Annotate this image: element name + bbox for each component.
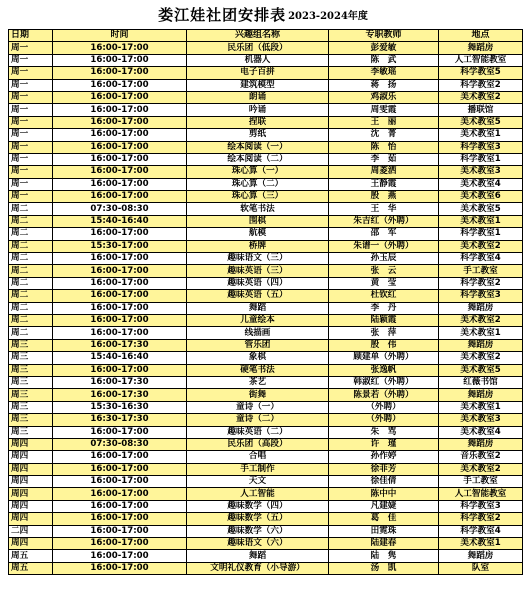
cell-club: 人工智能 bbox=[187, 488, 329, 500]
cell-day: 周五 bbox=[9, 562, 53, 574]
cell-teacher: 王 华 bbox=[329, 203, 439, 215]
cell-time: 16:00-17:00 bbox=[53, 488, 187, 500]
cell-day: 周四 bbox=[9, 463, 53, 475]
title-year: 2023-2024年度 bbox=[288, 10, 368, 22]
cell-club: 航模 bbox=[187, 228, 329, 240]
cell-place: 科学教室2 bbox=[439, 277, 523, 289]
table-row bbox=[9, 476, 523, 488]
cell-place: 舞蹈房 bbox=[439, 438, 523, 450]
cell-time: 07:30-08:30 bbox=[53, 203, 187, 215]
cell-place: 红薇书馆 bbox=[439, 376, 523, 388]
cell-place: 科学教室3 bbox=[439, 141, 523, 153]
cell-time: 16:00-17:30 bbox=[53, 339, 187, 351]
cell-teacher: 顾建单（外聘） bbox=[329, 352, 439, 364]
cell-day: 周二 bbox=[9, 215, 53, 227]
cell-time: 16:00-17:30 bbox=[53, 389, 187, 401]
cell-club: 管乐团 bbox=[187, 339, 329, 351]
cell-day: 周四 bbox=[9, 488, 53, 500]
header-club: 兴趣组名称 bbox=[187, 30, 329, 42]
cell-place: 美术教室5 bbox=[439, 364, 523, 376]
cell-place: 手工教室 bbox=[439, 476, 523, 488]
table-row bbox=[9, 42, 523, 54]
cell-time: 15:30-17:00 bbox=[53, 240, 187, 252]
cell-time: 16:00-17:00 bbox=[53, 54, 187, 66]
cell-time: 16:00-17:00 bbox=[53, 191, 187, 203]
cell-time: 16:00-17:00 bbox=[53, 463, 187, 475]
cell-teacher: 蒋 扬 bbox=[329, 79, 439, 91]
table-row bbox=[9, 191, 523, 203]
sheet-title bbox=[0, 0, 526, 28]
cell-teacher: 田霓珠 bbox=[329, 525, 439, 537]
table-row bbox=[9, 153, 523, 165]
cell-time: 16:00-17:00 bbox=[53, 476, 187, 488]
cell-day: 周二 bbox=[9, 203, 53, 215]
cell-time: 16:00-17:00 bbox=[53, 525, 187, 537]
cell-day: 周一 bbox=[9, 67, 53, 79]
cell-club: 儿童绘本 bbox=[187, 314, 329, 326]
cell-club: 围棋 bbox=[187, 215, 329, 227]
cell-day: 周一 bbox=[9, 42, 53, 54]
cell-place: 美术教室5 bbox=[439, 203, 523, 215]
cell-teacher: 邵 军 bbox=[329, 228, 439, 240]
cell-time: 16:00-17:00 bbox=[53, 153, 187, 165]
cell-teacher: 许 瑾 bbox=[329, 438, 439, 450]
table-row bbox=[9, 426, 523, 438]
table-row bbox=[9, 265, 523, 277]
table-row bbox=[9, 438, 523, 450]
cell-place: 科学教室4 bbox=[439, 525, 523, 537]
cell-teacher: 王静霞 bbox=[329, 178, 439, 190]
cell-club: 趣味数学（四） bbox=[187, 500, 329, 512]
cell-club: 吟诵 bbox=[187, 104, 329, 116]
cell-teacher: 张逸帆 bbox=[329, 364, 439, 376]
cell-teacher: 殷 伟 bbox=[329, 339, 439, 351]
cell-time: 16:30-17:30 bbox=[53, 414, 187, 426]
cell-place: 美术教室3 bbox=[439, 414, 523, 426]
cell-place: 美术教室2 bbox=[439, 240, 523, 252]
cell-time: 16:00-17:00 bbox=[53, 79, 187, 91]
cell-day: 周一 bbox=[9, 191, 53, 203]
cell-teacher: 朱吉红（外聘） bbox=[329, 215, 439, 227]
cell-time: 15:30-16:30 bbox=[53, 401, 187, 413]
table-row bbox=[9, 228, 523, 240]
cell-time: 16:00-17:00 bbox=[53, 129, 187, 141]
cell-time: 16:00-17:00 bbox=[53, 265, 187, 277]
cell-time: 16:00-17:00 bbox=[53, 327, 187, 339]
table-row bbox=[9, 339, 523, 351]
cell-club: 民乐团（高段） bbox=[187, 438, 329, 450]
cell-place: 手工教室 bbox=[439, 265, 523, 277]
cell-place: 科学教室4 bbox=[439, 253, 523, 265]
cell-day: 周一 bbox=[9, 153, 53, 165]
cell-teacher: 李 丹 bbox=[329, 302, 439, 314]
table-row bbox=[9, 104, 523, 116]
cell-club: 手工制作 bbox=[187, 463, 329, 475]
cell-day: 周二 bbox=[9, 253, 53, 265]
cell-teacher: （外聘） bbox=[329, 401, 439, 413]
cell-day: 周三 bbox=[9, 339, 53, 351]
cell-time: 16:00-17:00 bbox=[53, 178, 187, 190]
cell-time: 16:00-17:00 bbox=[53, 104, 187, 116]
table-row bbox=[9, 525, 523, 537]
cell-club: 电子百拼 bbox=[187, 67, 329, 79]
cell-club: 朗诵 bbox=[187, 91, 329, 103]
cell-day: 周三 bbox=[9, 376, 53, 388]
cell-time: 16:00-17:00 bbox=[53, 290, 187, 302]
table-row bbox=[9, 166, 523, 178]
cell-time: 16:00-17:00 bbox=[53, 426, 187, 438]
cell-teacher: 陈 怡 bbox=[329, 141, 439, 153]
table-row bbox=[9, 401, 523, 413]
cell-teacher: 葛 佳 bbox=[329, 513, 439, 525]
cell-club: 舞蹈 bbox=[187, 550, 329, 562]
cell-place: 美术教室4 bbox=[439, 426, 523, 438]
cell-day: 周三 bbox=[9, 414, 53, 426]
cell-club: 剪纸 bbox=[187, 129, 329, 141]
table-row bbox=[9, 290, 523, 302]
cell-time: 16:00-17:00 bbox=[53, 451, 187, 463]
cell-day: 周一 bbox=[9, 79, 53, 91]
cell-club: 趣味英语（四） bbox=[187, 277, 329, 289]
cell-teacher: 鸡淑乐 bbox=[329, 91, 439, 103]
cell-place: 美术教室4 bbox=[439, 178, 523, 190]
header-row bbox=[9, 30, 523, 42]
header-place: 地点 bbox=[439, 30, 523, 42]
cell-club: 童诗（一） bbox=[187, 401, 329, 413]
cell-club: 趣味语文（三） bbox=[187, 253, 329, 265]
cell-day: 周三 bbox=[9, 364, 53, 376]
cell-time: 16:00-17:00 bbox=[53, 42, 187, 54]
header-teacher: 专职教师 bbox=[329, 30, 439, 42]
cell-time: 16:00-17:00 bbox=[53, 302, 187, 314]
table-row bbox=[9, 116, 523, 128]
cell-club: 绘本阅读（二） bbox=[187, 153, 329, 165]
table-row bbox=[9, 538, 523, 550]
cell-day: 周四 bbox=[9, 476, 53, 488]
table-row bbox=[9, 302, 523, 314]
table-row bbox=[9, 352, 523, 364]
cell-day: 周二 bbox=[9, 302, 53, 314]
cell-club: 舞蹈 bbox=[187, 302, 329, 314]
schedule-table bbox=[8, 29, 523, 575]
cell-teacher: 孙作婷 bbox=[329, 451, 439, 463]
table-row bbox=[9, 141, 523, 153]
cell-teacher: 杜钦红 bbox=[329, 290, 439, 302]
cell-time: 16:00-17:00 bbox=[53, 538, 187, 550]
cell-day: 周三 bbox=[9, 401, 53, 413]
cell-teacher: 沈 菁 bbox=[329, 129, 439, 141]
cell-day: 周五 bbox=[9, 550, 53, 562]
cell-place: 科学教室1 bbox=[439, 153, 523, 165]
table-row bbox=[9, 253, 523, 265]
cell-place: 美术教室2 bbox=[439, 463, 523, 475]
cell-club: 建筑模型 bbox=[187, 79, 329, 91]
cell-time: 16:00-17:00 bbox=[53, 314, 187, 326]
cell-teacher: 陆 隽 bbox=[329, 550, 439, 562]
cell-teacher: （外聘） bbox=[329, 414, 439, 426]
cell-day: 周一 bbox=[9, 54, 53, 66]
cell-teacher: 陆颖霞 bbox=[329, 314, 439, 326]
cell-place: 音乐教室2 bbox=[439, 451, 523, 463]
cell-place: 科学教室5 bbox=[439, 67, 523, 79]
cell-place: 美术教室2 bbox=[439, 314, 523, 326]
cell-place: 人工智能教室 bbox=[439, 54, 523, 66]
cell-place: 美术教室1 bbox=[439, 129, 523, 141]
cell-club: 软笔书法 bbox=[187, 203, 329, 215]
cell-place: 舞蹈房 bbox=[439, 339, 523, 351]
cell-day: 周四 bbox=[9, 513, 53, 525]
cell-club: 硬笔书法 bbox=[187, 364, 329, 376]
cell-teacher: 凡建婕 bbox=[329, 500, 439, 512]
table-row bbox=[9, 129, 523, 141]
cell-place: 美术教室1 bbox=[439, 215, 523, 227]
cell-day: 周二 bbox=[9, 327, 53, 339]
cell-place: 舞蹈房 bbox=[439, 550, 523, 562]
cell-place: 科学教室2 bbox=[439, 79, 523, 91]
cell-club: 趣味英语（二） bbox=[187, 426, 329, 438]
cell-day: 周一 bbox=[9, 116, 53, 128]
cell-place: 美术教室2 bbox=[439, 352, 523, 364]
cell-place: 美术教室6 bbox=[439, 191, 523, 203]
cell-day: 二四 bbox=[9, 525, 53, 537]
cell-time: 16:00-17:00 bbox=[53, 277, 187, 289]
cell-day: 周四 bbox=[9, 500, 53, 512]
table-row bbox=[9, 54, 523, 66]
cell-place: 舞蹈房 bbox=[439, 302, 523, 314]
cell-club: 绘本阅读（一） bbox=[187, 141, 329, 153]
cell-place: 队室 bbox=[439, 562, 523, 574]
cell-club: 趣味语文（六） bbox=[187, 538, 329, 550]
header-day: 日期 bbox=[9, 30, 53, 42]
cell-club: 街舞 bbox=[187, 389, 329, 401]
cell-time: 16:00-17:00 bbox=[53, 550, 187, 562]
cell-club: 机器人 bbox=[187, 54, 329, 66]
cell-club: 合唱 bbox=[187, 451, 329, 463]
cell-day: 周一 bbox=[9, 91, 53, 103]
cell-day: 周三 bbox=[9, 389, 53, 401]
cell-club: 线描画 bbox=[187, 327, 329, 339]
title-main: 娄江娃社团安排表 bbox=[158, 5, 287, 24]
cell-club: 趣味英语（五） bbox=[187, 290, 329, 302]
table-row bbox=[9, 376, 523, 388]
cell-club: 珠心算（二） bbox=[187, 178, 329, 190]
cell-club: 趣味英语（三） bbox=[187, 265, 329, 277]
cell-teacher: 徐菲芳 bbox=[329, 463, 439, 475]
cell-day: 周二 bbox=[9, 265, 53, 277]
cell-time: 16:00-17:00 bbox=[53, 364, 187, 376]
table-row bbox=[9, 389, 523, 401]
cell-club: 茶艺 bbox=[187, 376, 329, 388]
table-row bbox=[9, 562, 523, 574]
cell-teacher: 黄 莹 bbox=[329, 277, 439, 289]
table-row bbox=[9, 488, 523, 500]
cell-place: 舞蹈房 bbox=[439, 389, 523, 401]
cell-place: 科学教室2 bbox=[439, 513, 523, 525]
cell-day: 周二 bbox=[9, 228, 53, 240]
cell-time: 07:30-08:30 bbox=[53, 438, 187, 450]
cell-club: 捏联 bbox=[187, 116, 329, 128]
cell-club: 趣味数学（五） bbox=[187, 513, 329, 525]
cell-teacher: 孙玉辰 bbox=[329, 253, 439, 265]
cell-place: 舞蹈房 bbox=[439, 42, 523, 54]
cell-time: 16:00-17:00 bbox=[53, 228, 187, 240]
cell-day: 周一 bbox=[9, 104, 53, 116]
table-row bbox=[9, 414, 523, 426]
cell-time: 16:00-17:00 bbox=[53, 500, 187, 512]
cell-club: 趣味数学（六） bbox=[187, 525, 329, 537]
cell-teacher: 彭爱敏 bbox=[329, 42, 439, 54]
cell-teacher: 王 丽 bbox=[329, 116, 439, 128]
table-row bbox=[9, 240, 523, 252]
schedule-rows bbox=[9, 42, 523, 575]
table-row bbox=[9, 327, 523, 339]
cell-place: 美术教室1 bbox=[439, 327, 523, 339]
cell-day: 周二 bbox=[9, 290, 53, 302]
cell-day: 周二 bbox=[9, 240, 53, 252]
cell-teacher: 李 茹 bbox=[329, 153, 439, 165]
cell-teacher: 陆建春 bbox=[329, 538, 439, 550]
header-time: 时间 bbox=[53, 30, 187, 42]
cell-place: 科学教室3 bbox=[439, 290, 523, 302]
table-row bbox=[9, 203, 523, 215]
cell-teacher: 李敏瑶 bbox=[329, 67, 439, 79]
cell-club: 童诗（二） bbox=[187, 414, 329, 426]
cell-time: 15:40-16:40 bbox=[53, 352, 187, 364]
cell-place: 美术教室3 bbox=[439, 166, 523, 178]
cell-club: 象棋 bbox=[187, 352, 329, 364]
cell-time: 16:00-17:00 bbox=[53, 91, 187, 103]
cell-club: 珠心算（三） bbox=[187, 191, 329, 203]
cell-time: 16:00-17:00 bbox=[53, 116, 187, 128]
table-row bbox=[9, 215, 523, 227]
cell-club: 桥牌 bbox=[187, 240, 329, 252]
cell-time: 16:00-17:00 bbox=[53, 141, 187, 153]
cell-day: 周三 bbox=[9, 426, 53, 438]
cell-day: 周一 bbox=[9, 129, 53, 141]
cell-club: 文明礼仪教育（小导游） bbox=[187, 562, 329, 574]
cell-day: 周一 bbox=[9, 178, 53, 190]
cell-place: 科学教室1 bbox=[439, 228, 523, 240]
cell-day: 周二 bbox=[9, 314, 53, 326]
cell-teacher: 朱 骂 bbox=[329, 426, 439, 438]
cell-time: 16:00-17:00 bbox=[53, 513, 187, 525]
cell-teacher: 朱谱一（外聘） bbox=[329, 240, 439, 252]
table-row bbox=[9, 364, 523, 376]
table-row bbox=[9, 67, 523, 79]
cell-teacher: 汤 凯 bbox=[329, 562, 439, 574]
cell-day: 周一 bbox=[9, 141, 53, 153]
cell-teacher: 陈 武 bbox=[329, 54, 439, 66]
cell-club: 天文 bbox=[187, 476, 329, 488]
cell-time: 16:00-17:00 bbox=[53, 166, 187, 178]
cell-time: 16:00-17:00 bbox=[53, 253, 187, 265]
cell-day: 周三 bbox=[9, 352, 53, 364]
cell-place: 美术教室2 bbox=[439, 91, 523, 103]
table-row bbox=[9, 178, 523, 190]
cell-teacher: 周雯霞 bbox=[329, 104, 439, 116]
cell-club: 珠心算（一） bbox=[187, 166, 329, 178]
cell-place: 人工智能教室 bbox=[439, 488, 523, 500]
cell-day: 周一 bbox=[9, 166, 53, 178]
cell-time: 15:40-16:40 bbox=[53, 215, 187, 227]
table-row bbox=[9, 463, 523, 475]
cell-teacher: 张 萍 bbox=[329, 327, 439, 339]
cell-teacher: 周菱洒 bbox=[329, 166, 439, 178]
table-row bbox=[9, 277, 523, 289]
cell-teacher: 韩淑红（外聘） bbox=[329, 376, 439, 388]
table-row bbox=[9, 500, 523, 512]
cell-place: 美术教室1 bbox=[439, 401, 523, 413]
table-row bbox=[9, 91, 523, 103]
cell-teacher: 徐佳倩 bbox=[329, 476, 439, 488]
cell-day: 周四 bbox=[9, 538, 53, 550]
cell-club: 民乐团（低段） bbox=[187, 42, 329, 54]
cell-time: 16:00-17:00 bbox=[53, 67, 187, 79]
cell-day: 周四 bbox=[9, 438, 53, 450]
cell-teacher: 张 云 bbox=[329, 265, 439, 277]
cell-teacher: 陈中中 bbox=[329, 488, 439, 500]
cell-time: 16:00-17:00 bbox=[53, 562, 187, 574]
cell-place: 科学教室3 bbox=[439, 500, 523, 512]
cell-place: 美术教室1 bbox=[439, 538, 523, 550]
cell-day: 周二 bbox=[9, 277, 53, 289]
cell-teacher: 陈景若（外聘） bbox=[329, 389, 439, 401]
cell-place: 美术教室5 bbox=[439, 116, 523, 128]
cell-teacher: 殷 燕 bbox=[329, 191, 439, 203]
cell-place: 播联馆 bbox=[439, 104, 523, 116]
table-row bbox=[9, 550, 523, 562]
cell-time: 16:00-17:30 bbox=[53, 376, 187, 388]
cell-day: 周四 bbox=[9, 451, 53, 463]
table-row bbox=[9, 314, 523, 326]
table-row bbox=[9, 451, 523, 463]
table-row bbox=[9, 513, 523, 525]
table-row bbox=[9, 79, 523, 91]
